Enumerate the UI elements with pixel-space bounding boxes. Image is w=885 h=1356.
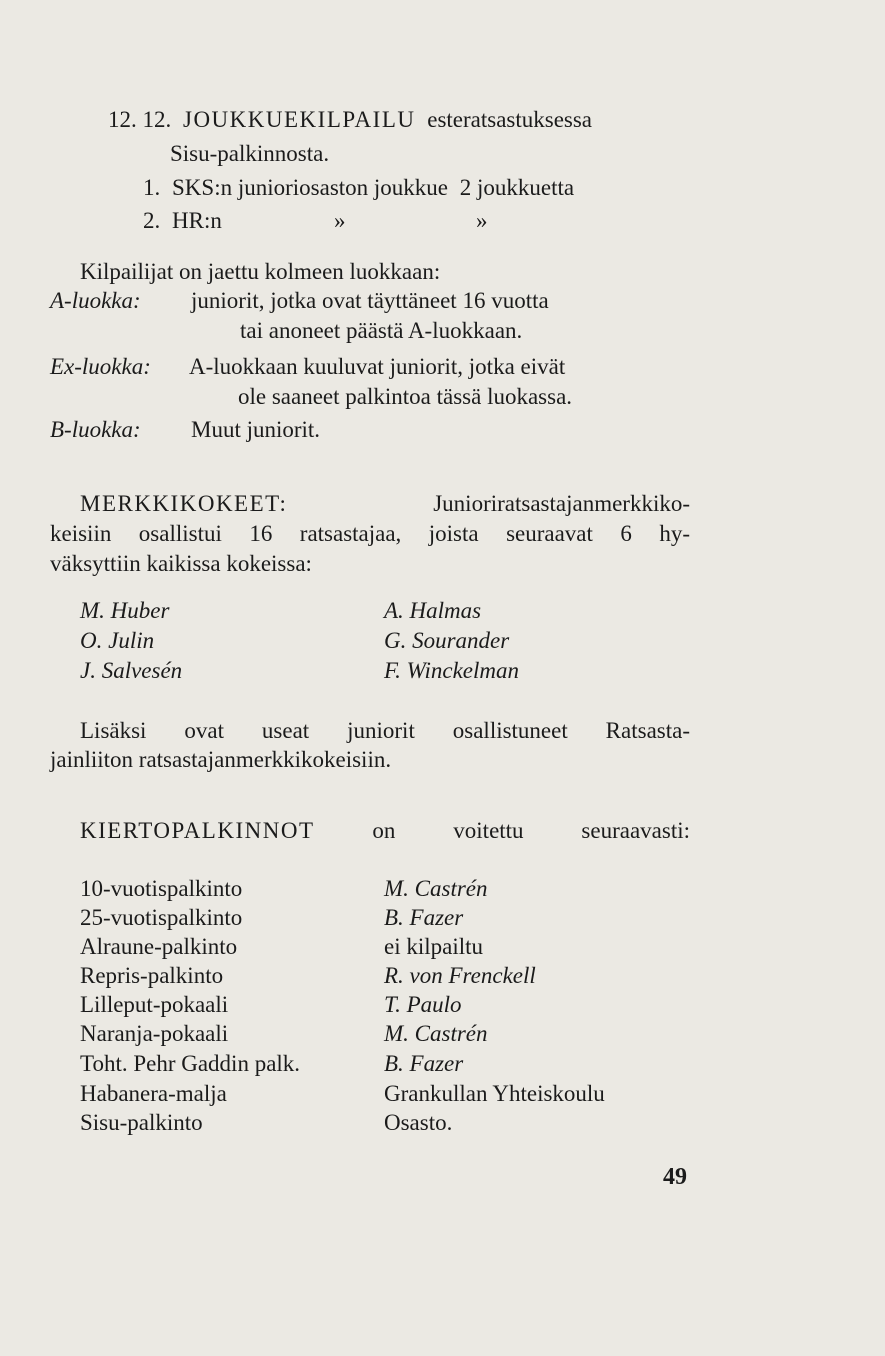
trophy-prize: Sisu-palkinto (80, 1110, 203, 1135)
trophy-prize: 25-vuotispalkinto (80, 905, 243, 930)
result-team: SKS:n junioriosaston joukkue (172, 175, 449, 200)
class-desc-ex-1: A-luokkaan kuuluvat juniorit, jotka eivät (189, 354, 566, 379)
trophy-winner: ei kilpailtu (384, 934, 484, 959)
class-label-a: A-luokka: (50, 288, 141, 313)
trophy-prize: 10-vuotispalkinto (80, 876, 243, 901)
class-desc-a-1: juniorit, jotka ovat täyttäneet 16 vuotta (191, 288, 549, 313)
class-label-b: B-luokka: (50, 417, 141, 442)
section-title: JOUKKUEKILPAILU (183, 107, 416, 132)
section-subtitle: Sisu-palkinnosta. (170, 141, 330, 166)
result-place: 2. (143, 208, 161, 233)
trophy-prize: Alraune-palkinto (80, 934, 238, 959)
badge-name: A. Halmas (384, 598, 482, 623)
page-number: 49 (663, 1164, 687, 1190)
badge-name: F. Winckelman (384, 658, 519, 683)
trophies-heading-line (80, 817, 690, 845)
trophy-winner: M. Castrén (384, 876, 488, 901)
badges-line-1 (80, 490, 690, 518)
trophies-heading: KIERTOPALKINNOT (80, 818, 315, 843)
result-value: 2 joukkuetta (459, 175, 575, 200)
trophy-winner: Grankullan Yhteiskoulu (384, 1081, 605, 1106)
trophy-winner: M. Castrén (384, 1021, 488, 1046)
result-row-2 (143, 207, 222, 235)
section-number: 12. 12. (108, 107, 172, 132)
extra-line-1: Lisäksi ovat useat juniorit osallistuneet Ratsasta- (80, 718, 690, 743)
trophy-prize: Toht. Pehr Gaddin palk. (80, 1051, 301, 1076)
trophies-heading-rest: on voitettu seuraavasti: (372, 818, 691, 843)
trophy-winner: R. von Frenckell (384, 963, 536, 988)
ditto-mark-2: » (476, 208, 488, 233)
badges-line-3: väksyttiin kaikissa kokeissa: (50, 551, 312, 576)
badges-heading: MERKKIKOKEET: (80, 491, 288, 516)
classes-intro: Kilpailijat on jaettu kolmeen luokkaan: (80, 259, 441, 284)
result-row-1 (143, 174, 574, 202)
result-place: 1. (143, 175, 161, 200)
badge-name: M. Huber (80, 598, 170, 623)
class-desc-a-2: tai anoneet päästä A-luokkaan. (240, 318, 523, 343)
class-desc-b-1: Muut juniorit. (191, 417, 321, 442)
badges-line-1-rest: Junioriratsastajanmerkkiko- (433, 491, 690, 516)
trophy-winner: B. Fazer (384, 1051, 464, 1076)
trophy-prize: Habanera-malja (80, 1081, 227, 1106)
trophy-prize: Naranja-pokaali (80, 1021, 229, 1046)
badge-name: G. Sourander (384, 628, 510, 653)
trophy-prize: Repris-palkinto (80, 963, 224, 988)
trophy-winner: T. Paulo (384, 992, 462, 1017)
ditto-mark-1: » (334, 208, 346, 233)
result-team: HR:n (172, 208, 222, 233)
badges-line-2: keisiin osallistui 16 ratsastajaa, joista seuraavat 6 hy- (50, 521, 690, 546)
trophy-prize: Lilleput-pokaali (80, 992, 229, 1017)
badge-name: J. Salvesén (80, 658, 183, 683)
section-heading (108, 106, 592, 134)
trophy-winner: Osasto. (384, 1110, 453, 1135)
badge-name: O. Julin (80, 628, 155, 653)
trophy-winner: B. Fazer (384, 905, 464, 930)
extra-line-2: jainliiton ratsastajanmerkkikokeisiin. (50, 747, 392, 772)
class-desc-ex-2: ole saaneet palkintoa tässä luokassa. (238, 384, 573, 409)
class-label-ex: Ex-luokka: (50, 354, 151, 379)
section-title-rest: esteratsastuksessa (427, 107, 593, 132)
